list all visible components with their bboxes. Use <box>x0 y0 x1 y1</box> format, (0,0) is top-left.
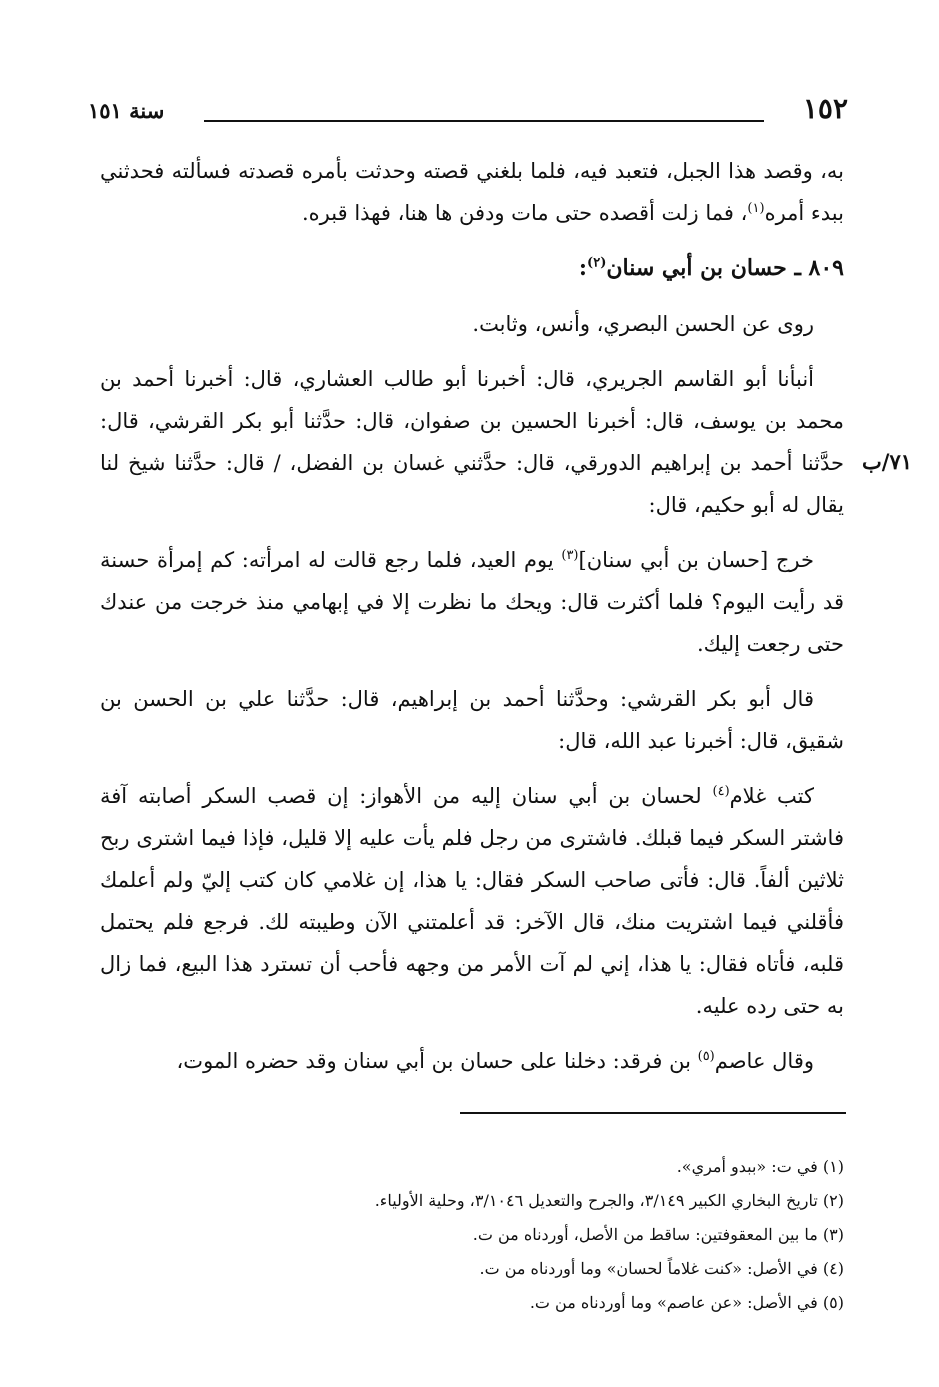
year-label: سنة ١٥١ <box>88 98 165 123</box>
paragraph-text: لحسان بن أبي سنان إليه من الأهواز: إن قصب السكر أصابته آفة فاشتر السكر فيما قبلك. فاشترى من رجل فلم يأت عليه إلا قليل، فإذا فيما اشترى ربح ثلاثين ألفاً. قال: فأتى صاحب السكر فقال: يا هذا، إن غلامي كان كتب إليّ ولم أعلمك فأقلني فيما اشتريت منك، قال الآخر: قد أعلمتني الآن وطيبته لك. فرجع فلم يحتمل قلبه، فأتاه فقال: يا هذا، إني لم آت الأمر من وجهه فأحب أن تسترد هذا البيع، فما زال به حتى رده عليه. <box>100 784 844 1018</box>
footnote-ref-1[interactable]: (١) <box>747 201 765 216</box>
paragraph-story-1 <box>100 539 844 665</box>
footnote-separator <box>460 1112 846 1114</box>
footnote-ref-4[interactable]: (٤) <box>712 784 730 799</box>
footnotes <box>100 1150 844 1320</box>
header-rule <box>204 120 764 122</box>
footnote-1: (١) في ت: «ببدو أمري». <box>676 1157 844 1176</box>
paragraph-isnad-1: أنبأنا أبو القاسم الجريري، قال: أخبرنا أبو طالب العشاري، قال: أخبرنا أحمد بن محمد بن يوسف، قال: أخبرنا الحسين بن صفوان، قال: حدَّثنا أبو بكر القرشي، قال: حدَّثنا أحمد بن إبراهيم الدورقي، قال: حدَّثني غسان بن الفضل، / قال: حدَّثنا شيخ لنا يقال له أبو حكيم، قال: <box>100 367 844 517</box>
footnote-4: (٤) في الأصل: «كنت غلاماً لحسان» وما أوردناه من ت. <box>479 1259 844 1278</box>
entry-heading <box>100 247 844 289</box>
paragraph-text: ، فما زلت أقصده حتى مات ودفن ها هنا، فهذا قبره. <box>302 201 748 225</box>
manuscript-folio-marker: ٧١/ب <box>861 449 912 474</box>
entry-title: ٨٠٩ ـ حسان بن أبي سنان <box>606 255 844 281</box>
paragraph-narrations: روى عن الحسن البصري، وأنس، وثابت. <box>472 312 814 336</box>
paragraph-text: وقال عاصم <box>714 1049 814 1073</box>
main-text <box>100 150 844 1095</box>
paragraph-text: به، وقصد هذا الجبل، فتعبد فيه، فلما بلغني قصته وحدثت بأمره قصدته فسألته فحدثني ببدء أمره <box>100 159 844 225</box>
footnote-3: (٣) ما بين المعقوفتين: ساقط من الأصل، أوردناه من ت. <box>472 1225 844 1244</box>
paragraph-story-3 <box>100 1040 844 1082</box>
footnote-ref-3[interactable]: (٣) <box>561 548 579 563</box>
paragraph-text: كتب غلام <box>729 784 814 808</box>
paragraph-text: يوم العيد، فلما رجع قالت له امرأته: كم إمرأة حسنة قد رأيت اليوم؟ فلما أكثرت قال: ويحك ما نظرت إلا في إبهامي منذ خرجت من عندك حتى رجعت إليك. <box>100 548 844 656</box>
paragraph-text: بن فرقد: دخلنا على حسان بن أبي سنان وقد حضره الموت، <box>176 1049 698 1073</box>
footnote-ref-5[interactable]: (٥) <box>697 1049 715 1064</box>
footnote-ref-2[interactable]: (٢) <box>587 255 607 271</box>
footnote-2: (٢) تاريخ البخاري الكبير ٣/١٤٩، والجرح والتعديل ٣/١٠٤٦، وحلية الأولياء. <box>374 1191 844 1210</box>
paragraph-text: خرج [حسان بن أبي سنان] <box>578 548 815 572</box>
heading-colon: : <box>578 255 588 281</box>
running-header <box>88 92 848 132</box>
paragraph-isnad-2: قال أبو بكر القرشي: وحدَّثنا أحمد بن إبراهيم، قال: حدَّثنا علي بن الحسن بن شقيق، قال: أخبرنا عبد الله، قال: <box>100 687 844 753</box>
footnote-5: (٥) في الأصل: «عن عاصم» وما أوردناه من ت. <box>529 1293 844 1312</box>
page-number: ١٥٢ <box>802 92 848 125</box>
paragraph-story-2 <box>100 775 844 1027</box>
paragraph-continued <box>100 150 844 234</box>
